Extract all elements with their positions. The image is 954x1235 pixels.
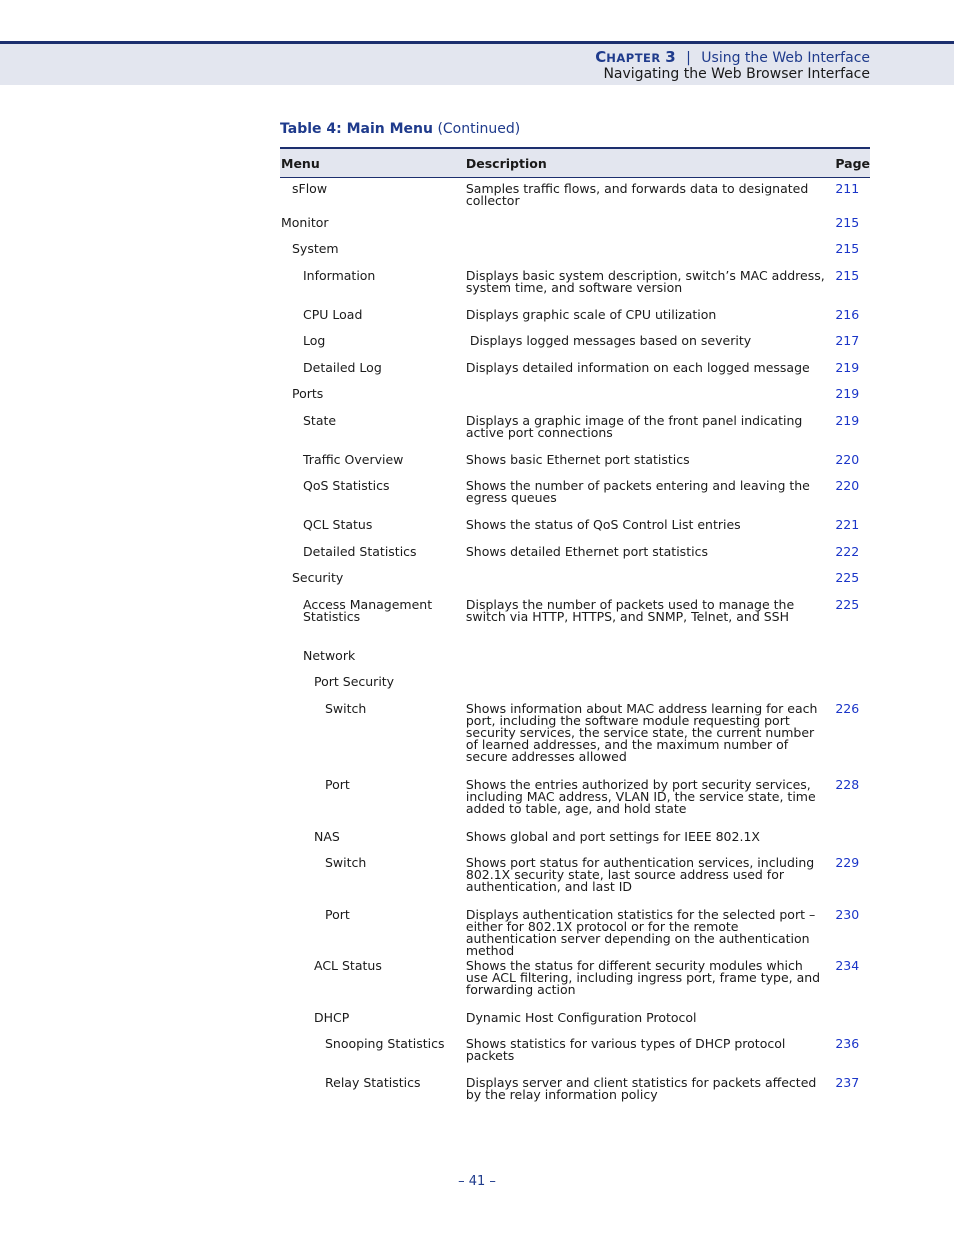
page-number: – 41 – [458,1174,496,1189]
menu-item-description: Shows basic Ethernet port statistics [465,451,690,467]
menu-item-page-link[interactable]: 217 [835,332,860,348]
header-separator: | [686,50,691,66]
table-row [280,415,870,454]
menu-item-label: Detailed Log [303,359,382,375]
menu-item-page-link[interactable]: 219 [835,359,860,375]
menu-item-page-link[interactable]: 221 [835,516,860,532]
column-header-menu: Menu [280,148,466,178]
menu-item-label: sFlow [292,181,328,196]
menu-item-description: Displays basic system description, switch’s MAC address, system time, and software version [465,267,829,295]
menu-item-description [466,388,835,415]
menu-item-page-link[interactable]: 222 [835,543,860,559]
menu-item-description: Shows statistics for various types of DHCP protocol packets [465,1035,790,1063]
menu-item-description: Displays a graphic image of the front panel indicating active port connections [465,412,807,440]
menu-item-label: ACL Status [314,957,382,973]
page-header [0,41,954,85]
menu-item-page-link[interactable]: 219 [835,385,860,401]
menu-item-label: Information [303,267,376,283]
menu-item-label: System [292,240,339,256]
chapter-heading [595,48,870,66]
table-body [280,178,870,1116]
menu-item-label: NAS [314,828,340,844]
menu-item-label: Snooping Statistics [325,1035,445,1051]
table-row [280,270,870,309]
menu-item-label: Port [325,906,350,922]
column-header-description: Description [466,148,835,178]
menu-item-description: Displays server and client statistics for packets affected by the relay information policy [465,1074,821,1102]
table-row [280,309,870,335]
menu-item-description: Shows global and port settings for IEEE 802.1X [465,828,760,844]
chapter-number: 3 [665,48,676,66]
menu-item-page-link[interactable]: 236 [835,1035,860,1051]
table-row [280,1038,870,1077]
menu-item-page-link [835,650,870,676]
menu-item-page-link[interactable]: 215 [835,214,860,230]
menu-item-page-link [835,1012,870,1038]
menu-item-label: State [303,412,337,428]
table-row [280,676,870,703]
menu-item-description [466,572,835,599]
table-row [280,779,870,831]
menu-item-description [466,217,835,243]
menu-item-page-link[interactable]: 215 [835,267,860,283]
menu-item-label: Security [292,569,344,585]
menu-item-label: Port [325,776,350,792]
table-caption-continued: (Continued) [437,121,521,137]
menu-item-description: Dynamic Host Configuration Protocol [465,1009,697,1025]
table-header-row [280,148,870,178]
table-row [280,480,870,519]
table-row [280,217,870,243]
menu-item-label: Access Management Statistics [303,596,433,624]
menu-item-page-link[interactable]: 237 [835,1074,860,1090]
menu-item-label: Port Security [314,673,395,689]
menu-item-label: Monitor [281,214,329,230]
menu-item-page-link [835,831,870,857]
menu-item-page-link[interactable]: 219 [835,412,860,428]
menu-item-page-link[interactable]: 220 [835,451,860,467]
table-caption-title: Table 4: Main Menu [280,121,433,137]
menu-item-label: QoS Statistics [303,477,390,493]
menu-item-description: Shows the status for different security modules which use ACL filtering, including ingress port, frame type, and forwarding action [465,957,825,997]
menu-item-label: DHCP [314,1009,350,1025]
table-row [280,572,870,599]
menu-item-page-link[interactable]: 234 [835,957,860,973]
table-row [280,388,870,415]
table-row [280,1077,870,1116]
table-row [280,909,870,960]
menu-item-page-link[interactable]: 225 [835,569,860,585]
menu-item-label: CPU Load [303,306,363,322]
table-row [280,857,870,909]
menu-item-label: Detailed Statistics [303,543,417,559]
menu-item-description: Displays the number of packets used to manage the switch via HTTP, HTTPS, and SNMP, Telnet, and SSH [465,596,799,624]
menu-item-description: Shows the entries authorized by port security services, including MAC address, VLAN ID, the service state, time added to table, age, and hold state [465,776,820,816]
chapter-title: Using the Web Interface [701,50,870,66]
menu-item-description [466,650,835,676]
menu-item-page-link[interactable]: 211 [835,181,860,196]
menu-item-label: Network [303,647,356,663]
menu-item-description: Displays detailed information on each logged message [465,359,810,375]
menu-item-label: Relay Statistics [325,1074,421,1090]
menu-item-description [466,243,835,270]
chapter-initial: C [595,48,607,66]
menu-item-label: Log [303,332,326,348]
table-row [280,831,870,857]
menu-item-label: Switch [325,700,367,716]
menu-item-label: Traffic Overview [303,451,404,467]
table-row [280,335,870,362]
menu-item-label: QCL Status [303,516,373,532]
main-menu-table [280,147,870,1116]
chapter-word: HAPTER [606,51,661,65]
section-title: Navigating the Web Browser Interface [603,66,870,82]
menu-item-page-link[interactable]: 216 [835,306,860,322]
menu-item-page-link[interactable]: 225 [835,596,860,612]
table-row [280,454,870,480]
table-row [280,703,870,779]
table-row [280,546,870,572]
menu-item-page-link[interactable]: 229 [835,854,860,870]
menu-item-page-link[interactable]: 228 [835,776,860,792]
menu-item-description: Shows port status for authentication services, including 802.1X security state, last source address used for authentication, and last ID [465,854,819,894]
menu-item-description: Displays graphic scale of CPU utilization [465,306,717,322]
menu-item-description: Samples traffic flows, and forwards data to designated collector [465,181,813,208]
table-row [280,178,870,217]
menu-item-label: Ports [292,385,324,401]
menu-item-page-link[interactable]: 226 [835,700,860,716]
table-row [280,362,870,388]
table-row [280,243,870,270]
menu-item-page-link[interactable]: 220 [835,477,860,493]
menu-item-page-link[interactable]: 230 [835,906,860,922]
table-row [280,650,870,676]
menu-item-description: Shows information about MAC address learning for each port, including the software module requesting port security services, the service state, the current number of learned addresses, and the maximum number of secure addresses allowed [465,700,822,764]
table-row [280,1012,870,1038]
menu-item-page-link[interactable]: 215 [835,240,860,256]
table-caption [280,121,520,137]
table-row [280,519,870,546]
menu-item-description: Displays logged messages based on severity [465,332,752,348]
menu-item-label: Switch [325,854,367,870]
menu-item-description: Shows detailed Ethernet port statistics [465,543,708,559]
menu-item-description [466,676,835,703]
menu-item-description: Shows the number of packets entering and leaving the egress queues [465,477,814,505]
menu-item-page-link [835,676,870,703]
column-header-page: Page [835,148,870,178]
menu-item-description: Displays authentication statistics for the selected port – either for 802.1X protocol or for the remote authentication server depending on the authentication method [465,906,820,958]
table-row [280,960,870,1012]
menu-item-description: Shows the status of QoS Control List entries [465,516,741,532]
table-row [280,599,870,650]
